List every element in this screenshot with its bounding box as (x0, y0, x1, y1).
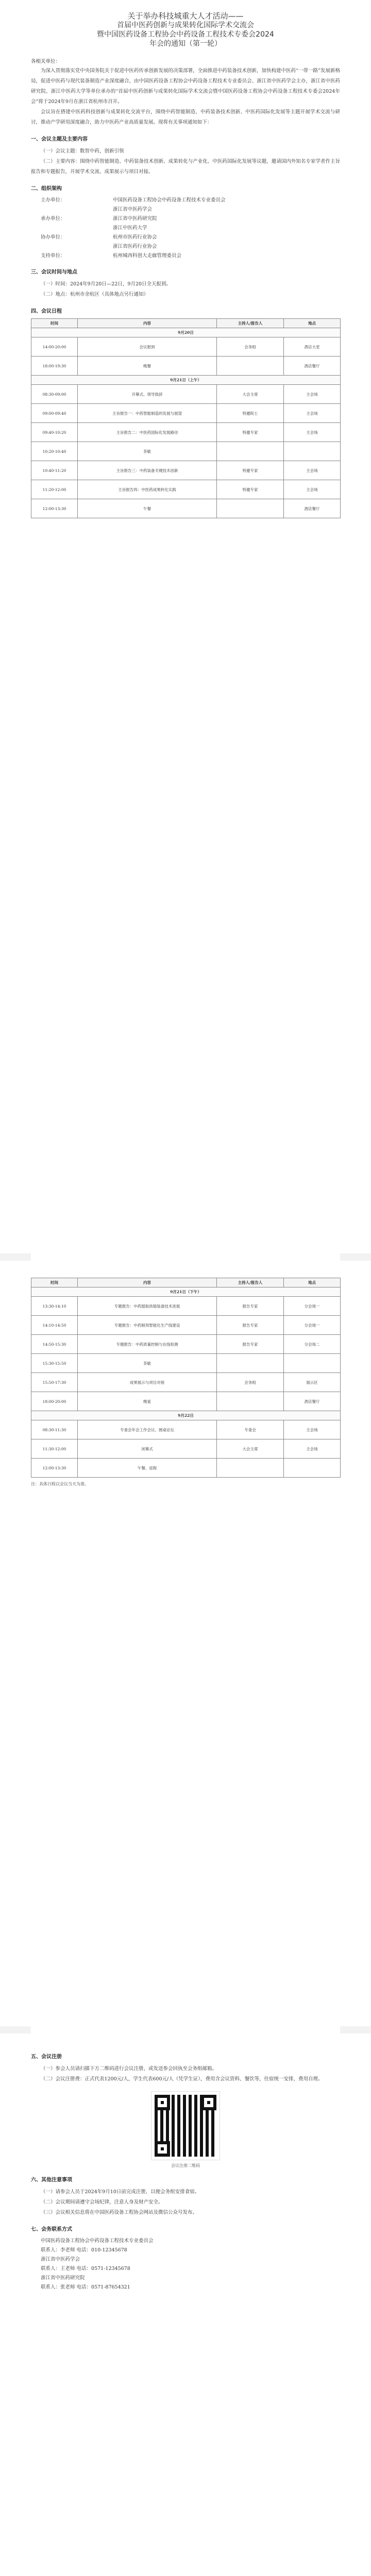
schedule-row (31, 1297, 341, 1316)
schedule-row (31, 461, 341, 480)
org-list (31, 196, 340, 261)
schedule-cell: 分会场一 (284, 1297, 341, 1316)
org-row (31, 205, 340, 214)
org-key: 主办单位： (41, 197, 65, 203)
schedule-cell: 特邀专家 (217, 480, 284, 499)
schedule-cell: 主会场 (284, 423, 341, 442)
schedule-cell: 茶歇 (78, 442, 217, 461)
title-line-1: 关于举办科技城重大人才活动—— (127, 11, 244, 21)
schedule-cell: 展示区 (284, 1373, 341, 1392)
schedule-cell: 报告专家 (217, 1316, 284, 1335)
title-line-4: 年会的通知（第一轮） (149, 40, 222, 48)
document-page-3 (31, 2030, 340, 2576)
section-text: （二）会议注册费：正式代表1200元/人，学生代表600元/人（凭学生证），费用含会议资料、餐饮等，住宿统一安排，费用自理。 (41, 2076, 323, 2082)
schedule-cell: 开幕式、领导致辞 (78, 385, 217, 404)
schedule-date-cell: 9月21日（上午） (31, 376, 341, 385)
schedule-cell: 酒店餐厅 (284, 357, 341, 376)
schedule-cell: 15:30-15:50 (31, 1354, 78, 1373)
section-text: （一）会议主题：数智中药，创新引领 (41, 148, 124, 154)
schedule-cell: 主会场 (284, 1439, 341, 1459)
schedule-cell: 专题报告：中药质量控制与在线检测 (78, 1335, 217, 1354)
org-key (41, 242, 113, 251)
schedule-cell: 成果展示与项目对接 (78, 1373, 217, 1392)
qr-finder (155, 2095, 170, 2110)
schedule-table (31, 318, 341, 518)
title-line-2: 首届中医药创新与成果转化国际学术交流会 (117, 21, 254, 29)
schedule-header-cell: 时间 (31, 319, 78, 328)
section-text: （二）主要内容：围绕中药智能制造、中药装备技术创新、成果转化与产业化、中医药国际化发展等议题，邀请国内外知名专家学者作主旨报告和专题报告，开展学术交流、成果展示与项目对接。 (31, 159, 340, 175)
org-row (31, 214, 340, 224)
section-heading: 五、会议注册 (31, 2054, 62, 2060)
schedule-cell (217, 357, 284, 376)
org-key: 支持单位： (41, 253, 65, 259)
org-value: 浙江中医药大学 (113, 225, 147, 231)
schedule-cell (217, 1459, 284, 1478)
schedule-cell: 大会主席 (217, 385, 284, 404)
schedule-header-row (31, 1278, 341, 1287)
schedule-row (31, 442, 341, 461)
registration-qr-code[interactable] (151, 2092, 220, 2160)
org-key: 协办单位： (41, 234, 65, 240)
contact-line: 联系人：张老师 电话：0571-87654321 (41, 2284, 130, 2290)
org-key (41, 205, 113, 214)
section-heading: 七、会务联系方式 (31, 2227, 72, 2232)
schedule-cell: 11:30-12:00 (31, 1439, 78, 1459)
schedule-row (31, 1316, 341, 1335)
section-text: （二）会议期间请遵守会场纪律，注意人身及财产安全。 (41, 2199, 163, 2205)
schedule-cell: 专委会年会工作会议、圆桌论坛 (78, 1420, 217, 1439)
schedule-cell: 主会场 (284, 1420, 341, 1439)
qr-finder (201, 2095, 216, 2110)
schedule-note: 注：具体日程以会议当天为准。 (31, 1482, 89, 1486)
schedule-cell: 午餐 (78, 499, 217, 518)
schedule-cell: 分会场一 (284, 1316, 341, 1335)
schedule-cell: 酒店餐厅 (284, 499, 341, 518)
qr-finder (155, 2141, 170, 2157)
schedule-cell: 12:00-13:30 (31, 499, 78, 518)
schedule-cell: 主会场 (284, 404, 341, 423)
schedule-header-cell: 主持人/报告人 (217, 319, 284, 328)
schedule-cell: 主会场 (284, 480, 341, 499)
schedule-cell: 09:00-09:40 (31, 404, 78, 423)
schedule-row (31, 385, 341, 404)
contact-line: 中国医药设备工程协会中药设备工程技术专业委员会 (41, 2238, 154, 2244)
contact-line: 联系人：王老师 电话：0571-12345678 (41, 2266, 130, 2272)
schedule-cell: 13:30-14:10 (31, 1297, 78, 1316)
contact-line: 联系人：李老师 电话：010-12345678 (41, 2247, 127, 2253)
document-page-1 (31, 0, 340, 1257)
schedule-cell: 会务组 (217, 337, 284, 357)
schedule-cell: 晚餐 (78, 357, 217, 376)
schedule-date-cell: 9月20日 (31, 328, 341, 337)
schedule-cell: 08:30-11:30 (31, 1420, 78, 1439)
org-value: 中国医药设备工程协会中药设备工程技术专业委员会 (113, 197, 226, 203)
schedule-cell: 报告专家 (217, 1335, 284, 1354)
section-text: （一）参会人员请扫描下方二维码进行会议注册，或发送参会回执至会务组邮箱。 (41, 2066, 217, 2072)
schedule-row (31, 423, 341, 442)
document-page-2 (31, 1257, 340, 2030)
schedule-header-cell: 时间 (31, 1278, 78, 1287)
schedule-row (31, 357, 341, 376)
section-heading: 四、会议日程 (31, 309, 62, 314)
schedule-cell: 主会场 (284, 385, 341, 404)
schedule-cell: 茶歇 (78, 1354, 217, 1373)
schedule-cell: 14:50-15:30 (31, 1335, 78, 1354)
contact-line: 浙江省中医药研究院 (41, 2275, 85, 2281)
schedule-row (31, 1459, 341, 1478)
org-value: 杭州城西科创大走廊管理委员会 (113, 253, 182, 259)
schedule-cell: 主旨报告一：中药智能制造的发展与展望 (78, 404, 217, 423)
time-line: （一）时间：2024年9月20日—22日，9月20日全天报到。 (41, 281, 172, 287)
schedule-header-cell: 内容 (78, 319, 217, 328)
org-value: 杭州市医药行业协会 (113, 234, 157, 240)
schedule-cell: 报告专家 (217, 1297, 284, 1316)
schedule-cell: 主旨报告四：中医药成果转化实践 (78, 480, 217, 499)
schedule-row (31, 1392, 341, 1411)
schedule-row (31, 337, 341, 357)
org-value: 浙江省中医药研究院 (113, 216, 157, 222)
org-row (31, 251, 340, 261)
schedule-cell (217, 442, 284, 461)
schedule-row (31, 404, 341, 423)
schedule-cell (284, 1459, 341, 1478)
schedule-cell: 大会主席 (217, 1439, 284, 1459)
schedule-cell: 11:20-12:00 (31, 480, 78, 499)
section-text: （三）会议相关信息将在中国医药设备工程协会网站及微信公众号发布。 (41, 2210, 198, 2215)
schedule-cell: 主旨报告三：中药装备关键技术创新 (78, 461, 217, 480)
schedule-cell: 14:10-14:50 (31, 1316, 78, 1335)
schedule-date-row (31, 376, 341, 385)
schedule-date-row (31, 1411, 341, 1420)
section-heading: 三、会议时间与地点 (31, 269, 77, 275)
schedule-cell: 09:40-10:20 (31, 423, 78, 442)
intro-paragraph: 会议旨在搭建中医药科技创新与成果转化交流平台，围绕中药智能制造、中药装备技术创新、中医药国际化发展等主题开展学术交流与研讨，推动产学研用深度融合，助力中医药产业高质量发展。现将有关事项通知如下： (31, 109, 340, 125)
schedule-cell: 18:00-20:00 (31, 1392, 78, 1411)
schedule-cell (284, 1354, 341, 1373)
org-value: 浙江省医药行业协会 (113, 244, 157, 249)
section-heading: 六、其他注意事项 (31, 2177, 72, 2183)
schedule-row (31, 499, 341, 518)
schedule-cell (217, 1392, 284, 1411)
org-value: 浙江省中医药学会 (113, 207, 153, 212)
org-row (31, 224, 340, 233)
schedule-cell: 特邀专家 (217, 461, 284, 480)
schedule-row (31, 1420, 341, 1439)
schedule-row (31, 1373, 341, 1392)
section-heading: 二、组织架构 (31, 186, 62, 192)
schedule-cell: 10:40-11:20 (31, 461, 78, 480)
schedule-date-cell: 9月21日（下午） (31, 1287, 341, 1297)
schedule-cell: 18:00-19:30 (31, 357, 78, 376)
schedule-cell: 闭幕式 (78, 1439, 217, 1459)
schedule-header-row (31, 319, 341, 328)
schedule-row (31, 1354, 341, 1373)
schedule-row (31, 480, 341, 499)
schedule-cell (217, 499, 284, 518)
schedule-header-cell: 内容 (78, 1278, 217, 1287)
place-line: （二）地点：杭州市余杭区（具体地点另行通知） (41, 292, 149, 297)
schedule-cell: 15:50-17:30 (31, 1373, 78, 1392)
schedule-cell (284, 442, 341, 461)
org-key: 承办单位： (41, 216, 65, 222)
qr-caption: 会议注册二维码 (171, 2163, 200, 2168)
org-row (31, 196, 340, 205)
schedule-cell: 主会场 (284, 461, 341, 480)
schedule-header-cell: 地点 (284, 1278, 341, 1287)
schedule-cell: 特邀院士 (217, 404, 284, 423)
schedule-row (31, 1335, 341, 1354)
schedule-cell: 10:20-10:40 (31, 442, 78, 461)
contact-line: 浙江省中医药学会 (41, 2257, 80, 2262)
schedule-header-cell: 主持人/报告人 (217, 1278, 284, 1287)
schedule-cell: 会务组 (217, 1373, 284, 1392)
schedule-cell: 晚宴 (78, 1392, 217, 1411)
schedule-cell: 酒店餐厅 (284, 1392, 341, 1411)
schedule-date-cell: 9月22日 (31, 1411, 341, 1420)
document-title (31, 11, 340, 48)
intro-paragraph: 为深入贯彻落实党中央国务院关于促进中医药传承创新发展的决策部署，全面推进中药装备技术创新，加快构建中医药“一带一路”发展新格局，促进中医药与现代装备制造产业深度融合，由中国医药设备工程协会中药设备工程技术专业委员会、浙江省中医药学会主办，浙江省中医药研究院、浙江中医药大学等单位承办的“首届中医药创新与成果转化国际学术交流会暨中国医药设备工程协会中药设备工程技术专委会2024年会”将于2024年9月在浙江省杭州市召开。 (31, 68, 340, 105)
schedule-cell: 午餐、返程 (78, 1459, 217, 1478)
title-line-3: 暨中国医药设备工程协会中药设备工程技术专委会2024 (97, 30, 274, 39)
schedule-cell: 主旨报告二：中医药国际化发展路径 (78, 423, 217, 442)
schedule-cell: 特邀专家 (217, 423, 284, 442)
schedule-cell: 分会场二 (284, 1335, 341, 1354)
schedule-cell: 专题报告：中药提取浓缩装备技术进展 (78, 1297, 217, 1316)
schedule-cell: 会议报到 (78, 337, 217, 357)
schedule-header-cell: 地点 (284, 319, 341, 328)
salutation: 各相关单位： (31, 59, 61, 64)
schedule-row (31, 1439, 341, 1459)
org-row (31, 233, 340, 242)
schedule-date-row (31, 1287, 341, 1297)
schedule-cell: 08:30-09:00 (31, 385, 78, 404)
schedule-cell: 12:00-13:30 (31, 1459, 78, 1478)
schedule-cell: 14:00-20:00 (31, 337, 78, 357)
org-row (31, 242, 340, 251)
schedule-cell: 酒店大堂 (284, 337, 341, 357)
schedule-table-continued (31, 1278, 341, 1478)
schedule-cell: 专委会 (217, 1420, 284, 1439)
org-key (41, 224, 113, 233)
schedule-date-row (31, 328, 341, 337)
schedule-cell: 专题报告：中药制剂智能化生产线建设 (78, 1316, 217, 1335)
section-heading: 一、会议主题及主要内容 (31, 137, 88, 142)
schedule-cell (217, 1354, 284, 1373)
section-text: （一）请参会人员于2024年9月10日前完成注册，以便会务组安排食宿。 (41, 2189, 200, 2195)
